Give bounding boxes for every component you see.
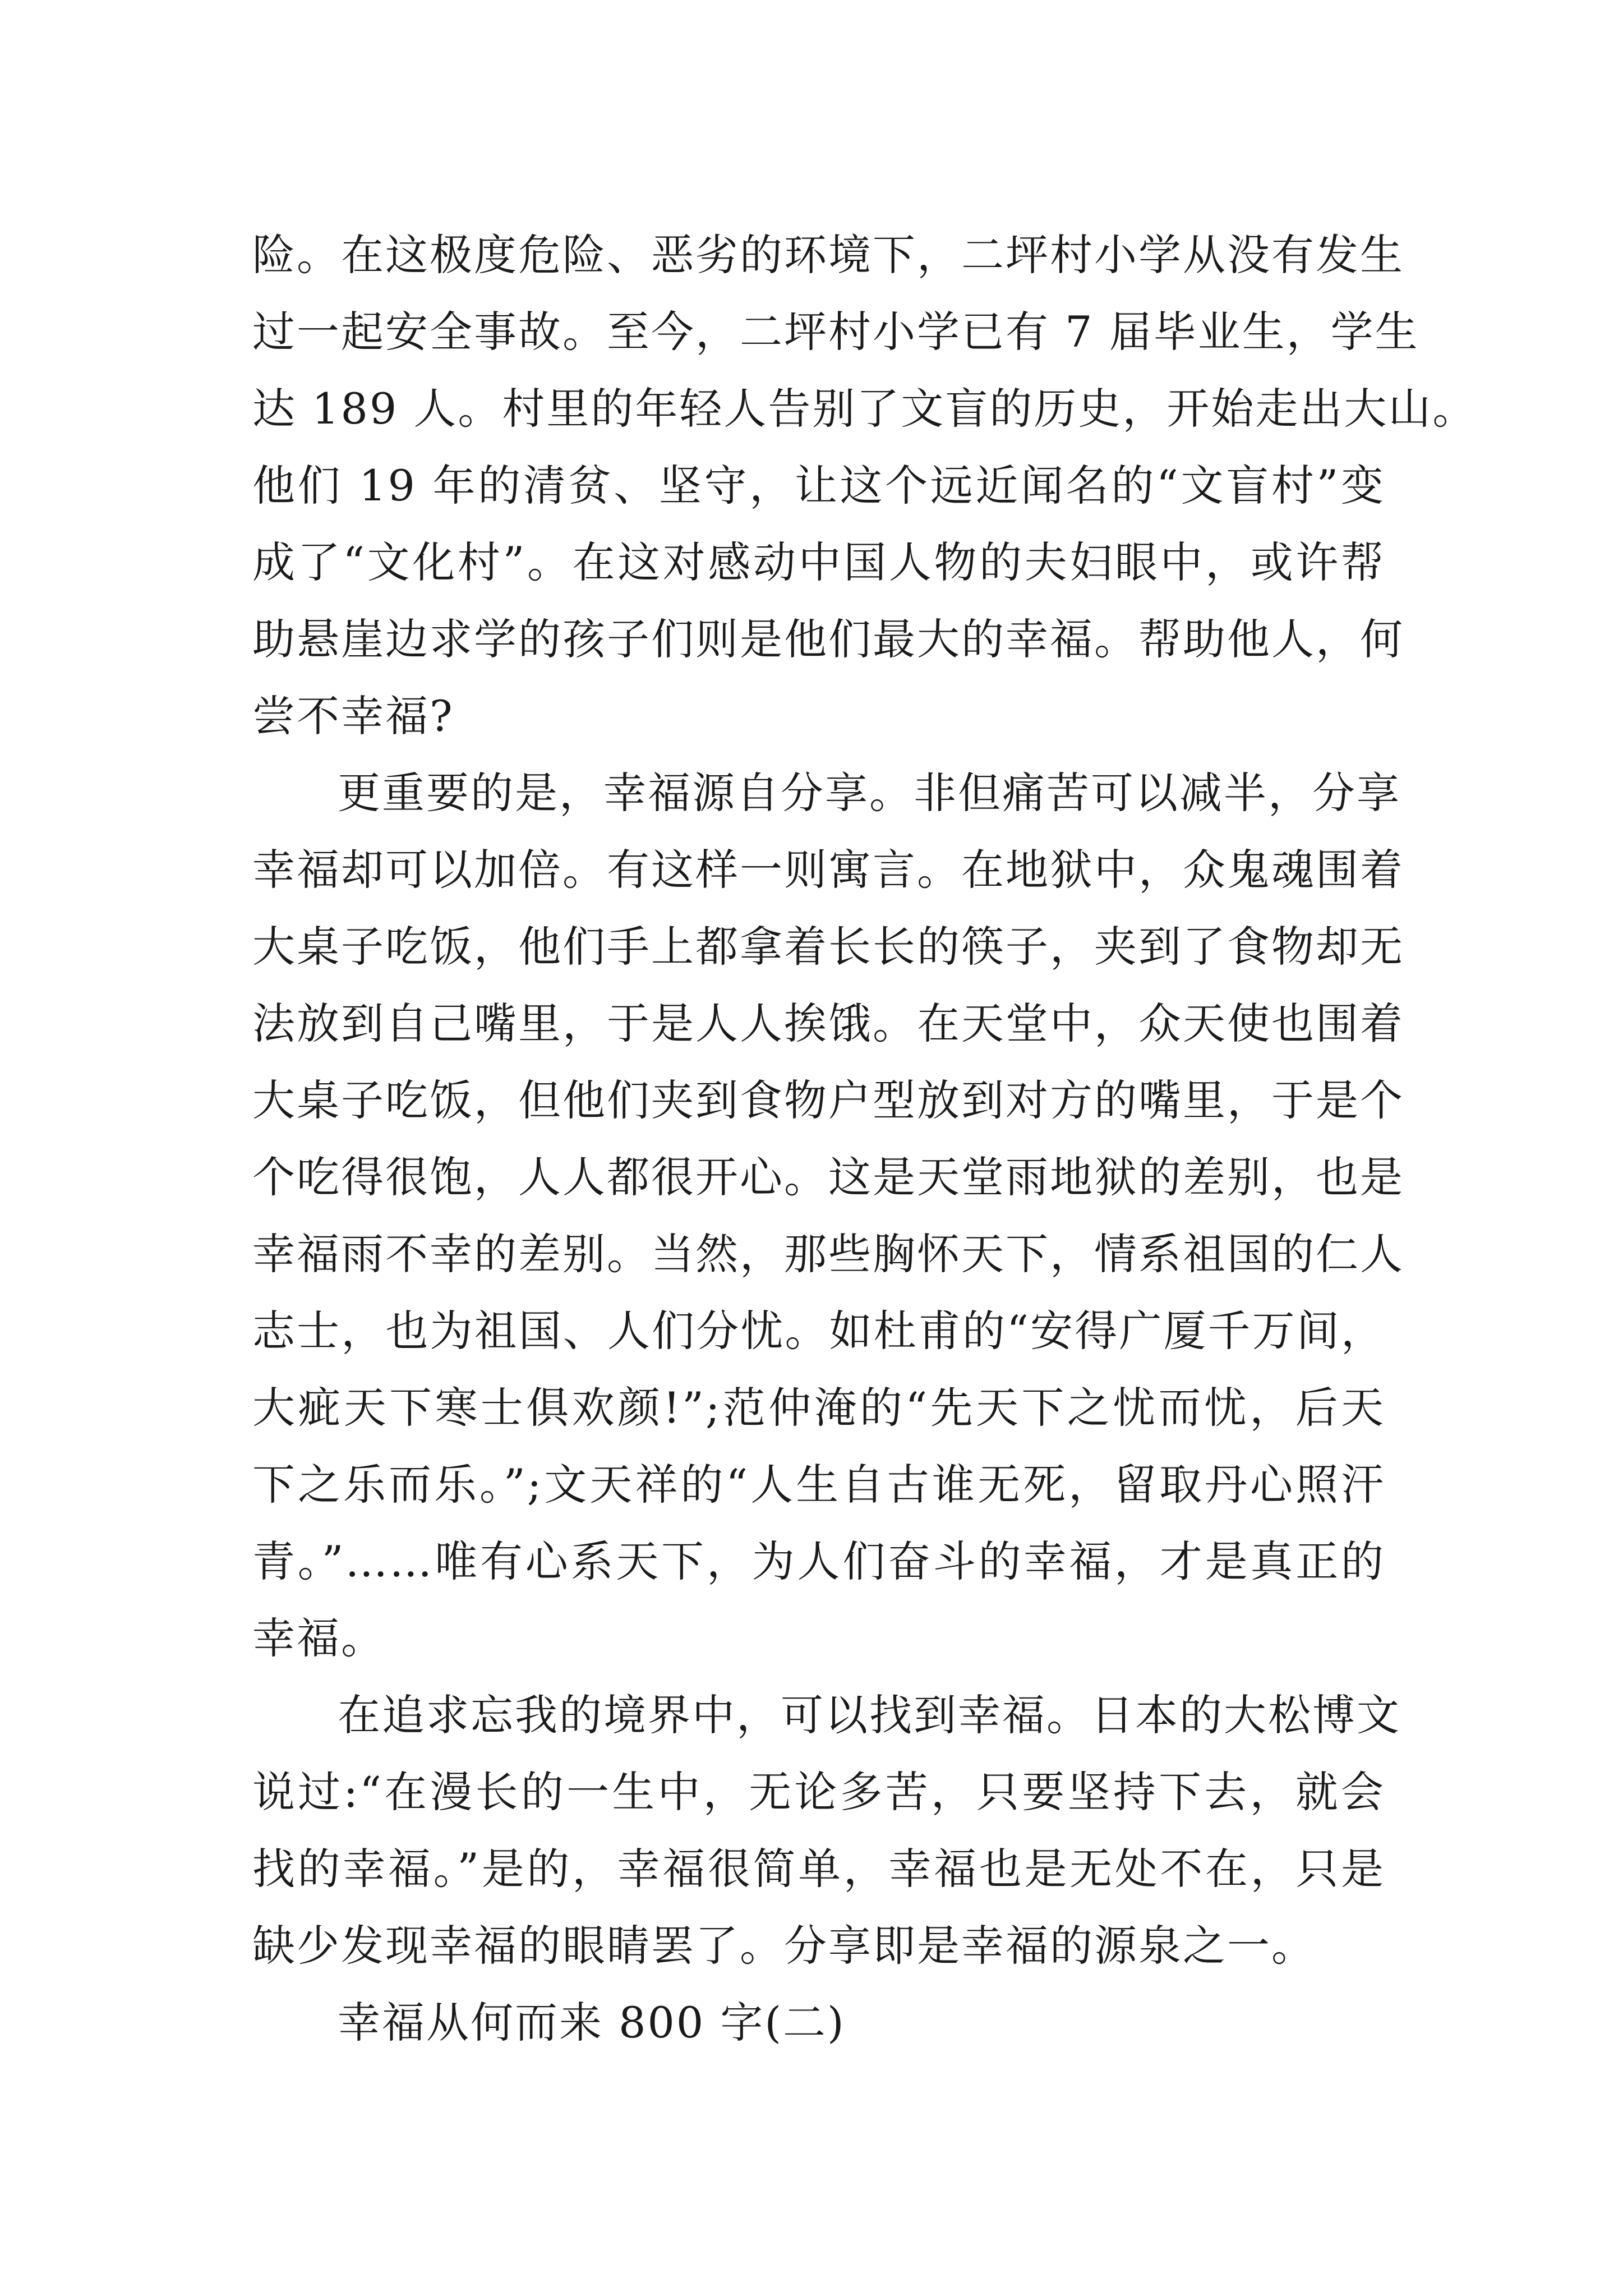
text-line: 助悬崖边求学的孩子们则是他们最大的幸福。帮助他人，何 [252, 614, 1404, 664]
text-line: 达 189 人。村里的年轻人告别了文盲的历史，开始走出大山。 [252, 384, 1477, 434]
paragraph-start: 在追求忘我的境界中，可以找到幸福。日本的大松博文 [338, 1690, 1401, 1740]
text-line: 险。在这极度危险、恶劣的环境下，二坪村小学从没有发生 [252, 230, 1404, 280]
text-line: 个吃得很饱，人人都很开心。这是天堂雨地狱的差别，也是 [252, 1152, 1404, 1202]
section-heading: 幸福从何而来 800 字(二) [338, 1998, 846, 2047]
text-line: 成了“文化村”。在这对感动中国人物的夫妇眼中，或许帮 [252, 537, 1385, 587]
text-line: 幸福却可以加倍。有这样一则寓言。在地狱中，众鬼魂围着 [252, 845, 1404, 895]
text-line: 幸福雨不幸的差别。当然，那些胸怀天下，情系祖国的仁人 [252, 1229, 1404, 1279]
text-line: 大桌子吃饭，但他们夹到食物户型放到对方的嘴里，于是个 [252, 1075, 1404, 1125]
text-line: 幸福。 [252, 1613, 385, 1663]
text-line: 法放到自己嘴里，于是人人挨饿。在天堂中，众天使也围着 [252, 999, 1404, 1048]
text-line: 尝不幸福? [252, 691, 454, 741]
text-line: 大桌子吃饭，他们手上都拿着长长的筷子，夹到了食物却无 [252, 922, 1404, 972]
text-line: 他们 19 年的清贫、坚守，让这个远近闻名的“文盲村”变 [252, 461, 1385, 510]
text-line: 缺少发现幸福的眼睛罢了。分享即是幸福的源泉之一。 [252, 1921, 1316, 1971]
text-line: 大疵天下寒士俱欢颜!”;范仲淹的“先天下之忧而忧，后天 [252, 1383, 1385, 1433]
text-line: 青。”……唯有心系天下，为人们奋斗的幸福，才是真正的 [252, 1536, 1385, 1586]
text-line: 下之乐而乐。”;文天祥的“人生自古谁无死，留取丹心照汗 [252, 1460, 1385, 1510]
paragraph-start: 更重要的是，幸福源自分享。非但痛苦可以减半，分享 [338, 768, 1401, 818]
text-line: 志士，也为祖国、人们分忧。如杜甫的“安得广厦千万间， [252, 1306, 1385, 1356]
text-line: 过一起安全事故。至今，二坪村小学已有 7 届毕业生，学生 [252, 307, 1419, 357]
text-line: 找的幸福。”是的，幸福很简单，幸福也是无处不在，只是 [252, 1844, 1385, 1894]
text-line: 说过:“在漫长的一生中，无论多苦，只要坚持下去，就会 [252, 1767, 1385, 1817]
